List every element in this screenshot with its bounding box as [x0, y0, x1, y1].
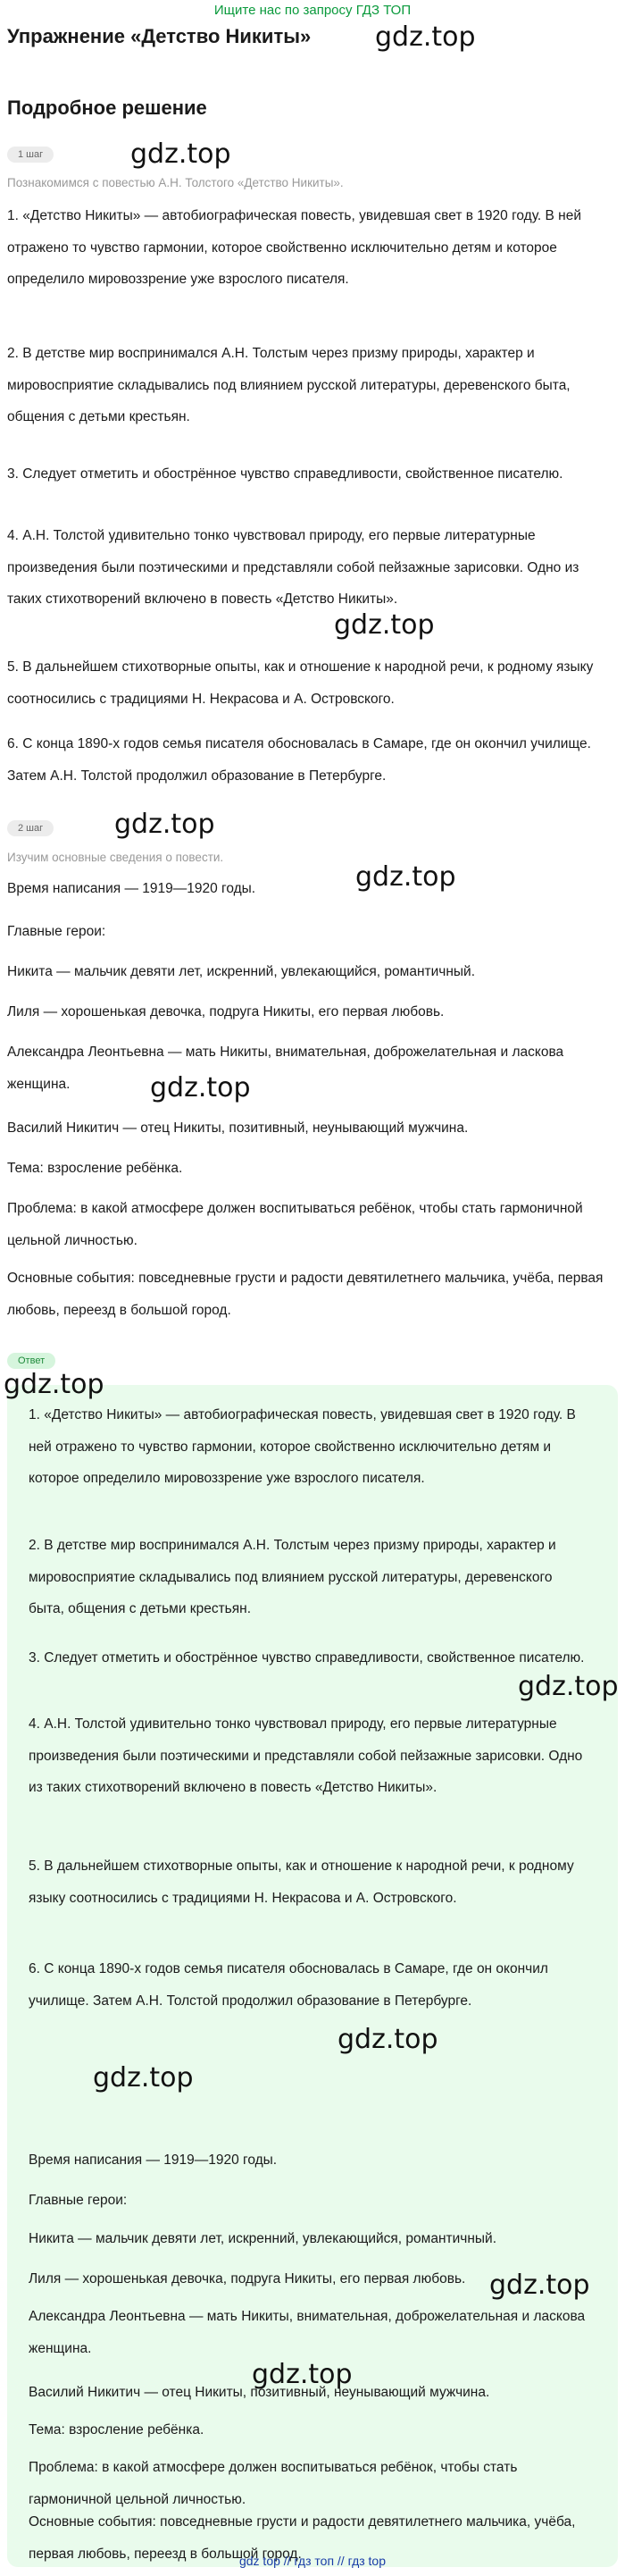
answer-paragraph: Александра Леонтьевна — мать Никиты, внимательная, доброжелательная и ласкова женщина.	[29, 2309, 586, 2356]
step-2-paragraph: Проблема: в какой атмосфере должен воспитываться ребёнок, чтобы стать гармоничной цельной личностью.	[7, 1201, 583, 1248]
step-2-badge: 2 шаг	[7, 820, 54, 836]
answer-paragraph: 1. «Детство Никиты» — автобиографическая повесть, увидевшая свет в 1920 году. В ней отражено то чувство гармонии, которое свойственно исключительно детям и которое определило мировоззрение уже взрослого писателя.	[29, 1407, 576, 1486]
answer-paragraph: Лиля — хорошенькая девочка, подруга Никиты, его первая любовь.	[29, 2271, 466, 2287]
watermark-text: gdz.top	[130, 138, 231, 170]
answer-paragraph: Главные герои:	[29, 2193, 128, 2208]
answer-paragraph: Время написания — 1919—1920 годы.	[29, 2152, 278, 2168]
answer-badge: Ответ	[7, 1353, 55, 1369]
watermark-text: gdz.top	[375, 21, 476, 53]
watermark-text: gdz.top	[114, 809, 215, 840]
answer-paragraph: Тема: взросление ребёнка.	[29, 2422, 204, 2438]
watermark-text: gdz.top	[4, 1369, 104, 1400]
solution-heading: Подробное решение	[7, 96, 207, 119]
step-1-paragraph: 3. Следует отметить и обострённое чувство справедливости, свойственное писателю.	[7, 466, 563, 482]
footer-links[interactable]: gdz top // гдз топ // гдз top	[238, 2554, 387, 2568]
step-2-paragraph: Александра Леонтьевна — мать Никиты, внимательная, доброжелательная и ласкова женщина.	[7, 1045, 564, 1092]
watermark-text: gdz.top	[252, 2359, 353, 2390]
answer-paragraph: 2. В детстве мир воспринимался А.Н. Толстым через призму природы, характер и мировосприятие складывались под влиянием русской литературы, деревенского быта, общения с детьми крестьян.	[29, 1538, 556, 1616]
search-banner[interactable]: Ищите нас по запросу ГДЗ ТОП	[213, 3, 412, 18]
step-2-hint: Изучим основные сведения о повести.	[7, 851, 224, 864]
page-title: Упражнение «Детство Никиты»	[7, 25, 312, 47]
watermark-text: gdz.top	[93, 2062, 194, 2094]
watermark-text: gdz.top	[355, 861, 456, 893]
answer-paragraph: 3. Следует отметить и обострённое чувство справедливости, свойственное писателю.	[29, 1650, 585, 1666]
watermark-text: gdz.top	[338, 2024, 438, 2055]
step-2-paragraph: Главные герои:	[7, 924, 106, 939]
step-1-paragraph: 2. В детстве мир воспринимался А.Н. Толстым через призму природы, характер и мировосприятие складывались под влиянием русской литературы, деревенского быта, общения с детьми крестьян.	[7, 346, 571, 424]
answer-paragraph: 5. В дальнейшем стихотворные опыты, как и отношение к народной речи, к родному языку соотносились с традициями Н. Некрасова и А. Островского.	[29, 1859, 574, 1906]
answer-paragraph: Проблема: в какой атмосфере должен воспитываться ребёнок, чтобы стать гармоничной цельной личностью.	[29, 2460, 518, 2507]
step-2-paragraph: Лиля — хорошенькая девочка, подруга Никиты, его первая любовь.	[7, 1004, 445, 1019]
step-2-paragraph: Василий Никитич — отец Никиты, позитивный, неунывающий мужчина.	[7, 1120, 469, 1136]
step-1-hint: Познакомимся с повестью А.Н. Толстого «Детство Никиты».	[7, 176, 344, 189]
step-1-paragraph: 1. «Детство Никиты» — автобиографическая повесть, увидевшая свет в 1920 году. В ней отражено то чувство гармонии, которое свойственно исключительно детям и которое определило мировоззрение уже взрослого писателя.	[7, 208, 582, 287]
answer-paragraph: 6. С конца 1890-х годов семья писателя обосновалась в Самаре, где он окончил училище. Затем А.Н. Толстой продолжил образование в Петербурге.	[29, 1961, 548, 2009]
step-2-paragraph: Тема: взросление ребёнка.	[7, 1161, 183, 1176]
step-1-paragraph: 5. В дальнейшем стихотворные опыты, как и отношение к народной речи, к родному языку соотносились с традициями Н. Некрасова и А. Островского.	[7, 659, 594, 707]
step-1-badge: 1 шаг	[7, 147, 54, 163]
answer-paragraph: 4. А.Н. Толстой удивительно тонко чувствовал природу, его первые литературные произведения были поэтическими и представляли собой пейзажные зарисовки. Одно из таких стихотворений включено в повесть «Детство Никиты».	[29, 1716, 583, 1795]
watermark-text: gdz.top	[518, 1671, 619, 1702]
watermark-text: gdz.top	[489, 2270, 590, 2301]
step-1-paragraph: 6. С конца 1890-х годов семья писателя обосновалась в Самаре, где он окончил училище. Затем А.Н. Толстой продолжил образование в Петербурге.	[7, 736, 591, 784]
answer-paragraph: Василий Никитич — отец Никиты, позитивный, неунывающий мужчина.	[29, 2385, 490, 2400]
answer-paragraph: Никита — мальчик девяти лет, искренний, увлекающийся, романтичный.	[29, 2231, 496, 2246]
watermark-text: gdz.top	[334, 609, 435, 641]
answer-paragraph: Основные события: повседневные грусти и радости девятилетнего мальчика, учёба, первая любовь, переезд в большой город.	[29, 2514, 576, 2562]
step-2-paragraph: Время написания — 1919—1920 годы.	[7, 881, 256, 896]
step-1-paragraph: 4. А.Н. Толстой удивительно тонко чувствовал природу, его первые литературные произведения были поэтическими и представляли собой пейзажные зарисовки. Одно из таких стихотворений включено в повесть «Детство Никиты».	[7, 528, 579, 607]
step-2-paragraph: Основные события: повседневные грусти и радости девятилетнего мальчика, учёба, первая любовь, переезд в большой город.	[7, 1271, 604, 1318]
step-2-paragraph: Никита — мальчик девяти лет, искренний, увлекающийся, романтичный.	[7, 964, 475, 979]
watermark-text: gdz.top	[150, 1072, 251, 1103]
